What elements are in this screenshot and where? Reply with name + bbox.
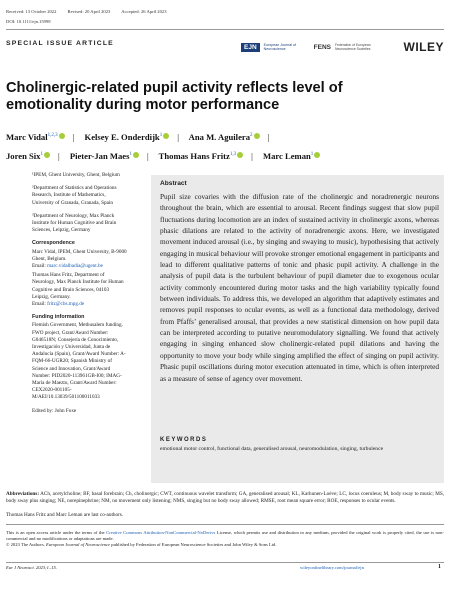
author[interactable]: Marc Vidal$^{1,2,3}$ bbox=[6, 132, 65, 142]
keywords-heading: KEYWORDS bbox=[160, 437, 208, 443]
abstract-heading: Abstract bbox=[160, 180, 187, 187]
footer-divider bbox=[6, 562, 444, 563]
received-date: Received: 13 October 2022 bbox=[6, 9, 57, 14]
email-link[interactable]: fritz@cbs.mpg.de bbox=[47, 301, 85, 308]
orcid-icon[interactable] bbox=[133, 152, 139, 158]
author-list: Marc Vidal$^{1,2,3}$ | Kelsey E. Onderdijk$^1$ | Ana M. Aguilera$^2$ | Joren Six$^1$ | Pieter-Jan Maes$^1$ | Thomas Hans Fritz$^{1,3}$ | Marc Leman$^1$ bbox=[6, 127, 444, 165]
orcid-icon[interactable] bbox=[44, 152, 50, 158]
orcid-icon[interactable] bbox=[314, 152, 320, 158]
author[interactable]: Thomas Hans Fritz$^{1,3}$ bbox=[159, 151, 243, 161]
ejn-logo-subtitle: European Journal of Neuroscience bbox=[263, 42, 297, 51]
correspondence-heading: Correspondence bbox=[32, 240, 75, 247]
orcid-icon[interactable] bbox=[237, 152, 243, 158]
abstract-text: Pupil size covaries with the diffusion rate of the cholinergic and noradrenergic neurons throughout the brain, which are essential to arousal. Recent findings suggest that slow pupil fluctuations during locomotion are an index of sustained activity in cholinergic axons, whereas phasic dilations are related to the activity of noradrenergic axons. Here, we investigated movement induced arousal (i.e., by singing and swaying to music), hypothesising that actively engaging in musical behaviour will provoke stronger emotional engagement in participants and lead to different qualitative patterns of tonic and phasic pupil activity. A challenge in the analysis of pupil data is the turbulent behaviour of pupil diameter due to exogenous ocular activity commonly encountered during motor tasks and the high variability typically found between individuals. To address this, we developed an algorithm that adaptively estimates and removes pupil responses to ocular events, as well as a functional data methodology, derived from Pfaffs’ generalised arousal, that provides a new statistical dimension on how pupil data can be interpreted according to putative neuromodulatory signalling. We found that actively engaging in singing enhanced slow cholinergic-related pupil dilations and having the opportunity to move your body while singing amplified the effect of singing on pupil activity. Phasic pupil oscillations during motor execution attenuated in time, which is often interpreted as a measure of sense of agency over movement. bbox=[160, 192, 439, 383]
license-link[interactable]: Creative Commons Attribution-NonCommercial-NoDerivs bbox=[106, 530, 216, 535]
fens-logo: FENS bbox=[313, 43, 331, 51]
article-type: SPECIAL ISSUE ARTICLE bbox=[6, 40, 114, 47]
page-number: 1 bbox=[438, 564, 441, 570]
author[interactable]: Pieter-Jan Maes$^1$ bbox=[70, 151, 139, 161]
header-divider bbox=[6, 29, 444, 30]
correspondence-entry: Marc Vidal, IPEM, Ghent University, B-9000 Ghent, Belgium. Email: marc.vidalbadia@ugent.be bbox=[32, 248, 127, 270]
funding-text: Flemish Government, Methusalem funding. FWO project, Grant/Award Number: G046518N; Consejería de Conocimiento, Investigación y Universidad, Junta de Andalucía (Spain), Grant/Award Number: A-FQM-66-UGR20; Spanish Ministry of Science and Innovation, Grant/Award Number: PID2020-113961GB-I00; IMAG-María de Maeztu, Grant/Award Number: CEX2020-001105-M/AEI/10.13039/501100011033 bbox=[32, 322, 126, 401]
author[interactable]: Kelsey E. Onderdijk$^1$ bbox=[85, 132, 170, 142]
affiliation: ²Department of Statistics and Operations Research, Institute of Mathematics, University of Granada, Granada, Spain bbox=[32, 185, 117, 206]
ejn-logo: EJN bbox=[241, 43, 260, 52]
co-author-note: Thomas Hans Fritz and Marc Leman are last co-authors. bbox=[6, 512, 124, 518]
correspondence-entry: Thomas Hans Fritz, Department of Neurology, Max Planck Institute for Human Cognitive and Brain Sciences, 04103 Leipzig, Germany. Email: fritz@cbs.mpg.de bbox=[32, 272, 124, 308]
accepted-date: Accepted: 26 April 2023 bbox=[121, 9, 167, 14]
author[interactable]: Ana M. Aguilera$^2$ bbox=[189, 132, 260, 142]
abbreviations: Abbreviations: ACh, acetylcholine; BF, basal forebrain; Ch, cholinergic; CWT, continuous wavelet transform; GA, generalised arousal; KL, Karhunen-Loève; LC, locus coeruleus; M, body sway to music; MS, body sway plus singing; NE, norepinephrine; NM, no movement only listening; NMS, singing but no body sway allowed; RMSE, root mean square error; ROE, responses to ocular events. bbox=[6, 491, 444, 505]
orcid-icon[interactable] bbox=[254, 133, 260, 139]
email-link[interactable]: marc.vidalbadia@ugent.be bbox=[47, 263, 103, 270]
orcid-icon[interactable] bbox=[59, 133, 65, 139]
article-info-column bbox=[32, 172, 127, 421]
fens-logo-subtitle: Federation of European Neuroscience Societies bbox=[335, 43, 371, 51]
edited-by: Edited by: John Foxe bbox=[32, 407, 77, 414]
license-text: This is an open access article under the terms of the Creative Commons Attribution-NonCommercial-NoDerivs License, which permits use and distribution in any medium, provided the original work is properly cited, the use is non-commercial and no modifications or adaptations are made. © 2023 The Authors. European Journal of Neuroscience published by Federation of European Neuroscience Societies and John Wiley & Sons Ltd. bbox=[6, 530, 444, 548]
journal-url[interactable]: wileyonlinelibrary.com/journal/ejn bbox=[300, 565, 364, 570]
wiley-logo: WILEY bbox=[403, 40, 444, 54]
article-title: Cholinergic-related pupil activity reflects level of emotionality during motor performance bbox=[6, 80, 343, 113]
affiliation: ³Department of Neurology, Max Planck Institute for Human Cognitive and Brain Sciences, Leipzig, Germany bbox=[32, 212, 117, 234]
journal-citation: Eur J Neurosci. 2023;1–15. bbox=[6, 565, 57, 570]
doi[interactable]: DOI: 10.1111/ejn.15998 bbox=[6, 19, 51, 24]
article-dates bbox=[6, 9, 177, 15]
author[interactable]: Joren Six$^1$ bbox=[6, 151, 50, 161]
affiliation: ¹IPEM, Ghent University, Ghent, Belgium bbox=[32, 172, 120, 178]
keywords-text: emotional motor control, functional data, generalised arousal, neuromodulation, singing, turbulence bbox=[160, 446, 384, 452]
revised-date: Revised: 20 April 2023 bbox=[67, 9, 111, 14]
author[interactable]: Marc Leman$^1$ bbox=[263, 151, 320, 161]
publisher-logos bbox=[241, 41, 444, 53]
orcid-icon[interactable] bbox=[163, 133, 169, 139]
funding-heading: Funding information bbox=[32, 314, 85, 321]
footnote-divider bbox=[6, 524, 444, 525]
